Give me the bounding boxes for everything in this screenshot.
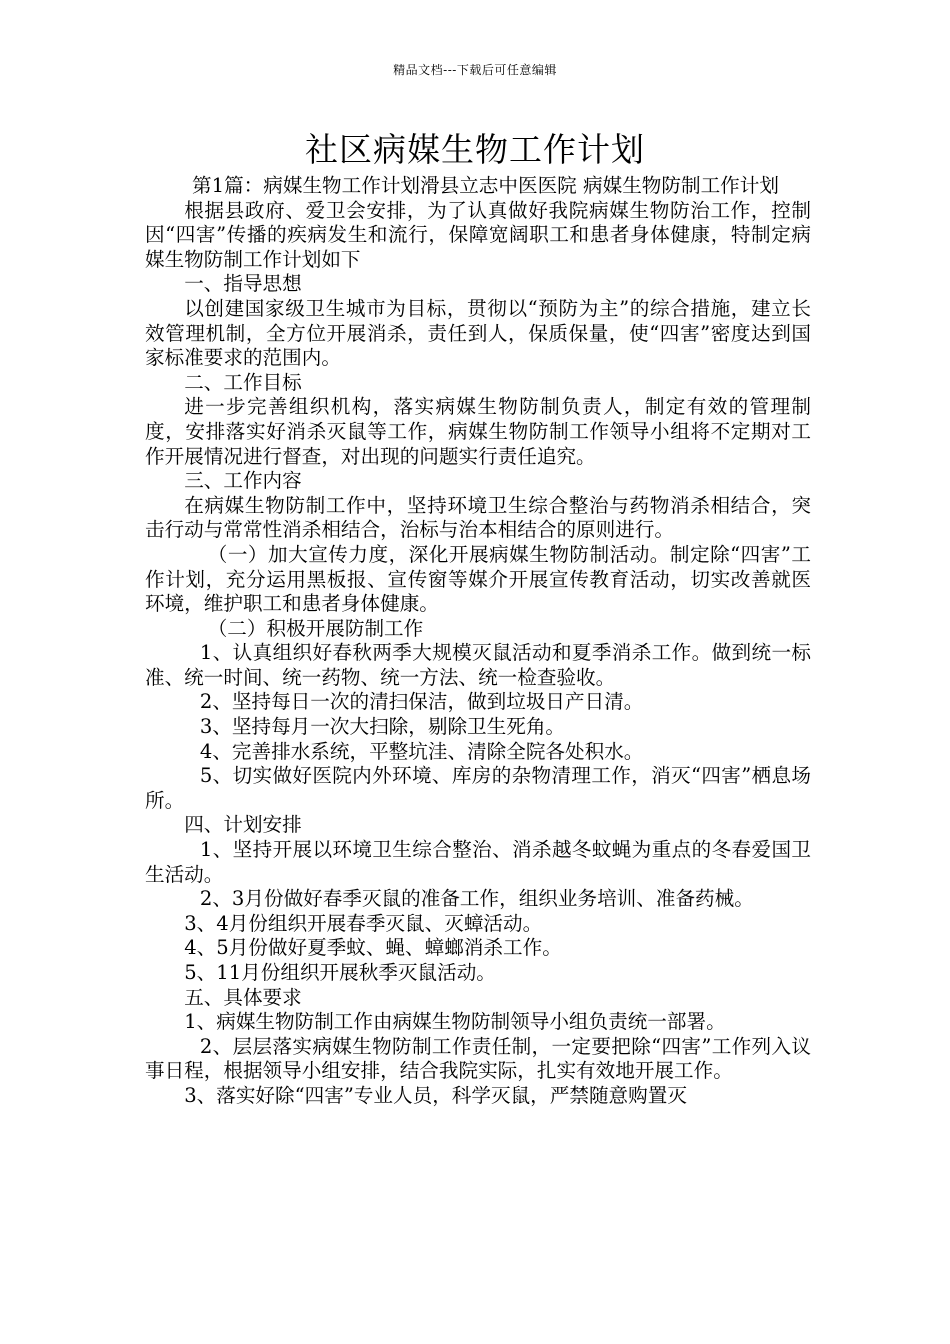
list-item: 5、11月份组织开展秋季灭鼠活动。 — [184, 961, 496, 984]
page-header-note: 精品文档---下载后可任意编辑 — [393, 63, 557, 77]
list-item: 1、坚持开展以环境卫生综合整治、消杀越冬蚊蝇为重点的冬春爱国卫生活动。 — [145, 838, 811, 886]
paragraph: （一）加大宣传力度，深化开展病媒生物防制活动。制定除“四害”工作计划，充分运用黑板报、宣传窗等媒介开展宣传教育活动，切实改善就医环境，维护职工和患者身体健康。 — [145, 542, 811, 616]
section-heading: 四、计划安排 — [184, 813, 302, 837]
section-heading: 二、工作目标 — [184, 370, 302, 394]
list-item: 2、3月份做好春季灭鼠的准备工作，组织业务培训、准备药械。 — [199, 887, 754, 911]
list-item: 3、4月份组织开展春季灭鼠、灭蟑活动。 — [184, 911, 543, 935]
section-heading: 五、具体要求 — [184, 985, 302, 1009]
document-title: 社区病媒生物工作计划 — [305, 130, 645, 169]
paragraph: 第1篇：病媒生物工作计划滑县立志中医医院 病媒生物防制工作计划 — [192, 174, 779, 197]
paragraph: 在病媒生物防制工作中，坚持环境卫生综合整治与药物消杀相结合，突击行动与常常性消杀相结合，治标与治本相结合的原则进行。 — [145, 493, 811, 542]
paragraph: 进一步完善组织机构，落实病媒生物防制负责人，制定有效的管理制度，安排落实好消杀灭鼠等工作，病媒生物防制工作领导小组将不定期对工作开展情况进行督查，对出现的问题实行责任追究。 — [145, 395, 811, 468]
section-heading: 一、指导思想 — [184, 272, 302, 296]
section-heading: 三、工作内容 — [184, 469, 302, 493]
list-item: 3、落实好除“四害”专业人员，科学灭鼠，严禁随意购置灭 — [184, 1083, 687, 1107]
list-item: 3、坚持每月一次大扫除，剔除卫生死角。 — [199, 715, 566, 739]
subsection-heading: （二）积极开展防制工作 — [207, 616, 424, 640]
list-item: 1、认真组织好春秋两季大规模灭鼠活动和夏季消杀工作。做到统一标准、统一时间、统一药物、统一方法、统一检查验收。 — [145, 641, 811, 689]
list-item: 5、切实做好医院内外环境、库房的杂物清理工作，消灭“四害”栖息场所。 — [145, 764, 811, 812]
paragraph: 以创建国家级卫生城市为目标，贯彻以“预防为主”的综合措施，建立长效管理机制，全方位开展消杀，责任到人，保质保量，使“四害”密度达到国家标准要求的范围内。 — [145, 296, 811, 370]
list-item: 4、5月份做好夏季蚊、蝇、蟑螂消杀工作。 — [184, 936, 562, 960]
list-item: 2、坚持每日一次的清扫保洁，做到垃圾日产日清。 — [199, 690, 644, 714]
list-item: 1、病媒生物防制工作由病媒生物防制领导小组负责统一部署。 — [184, 1010, 726, 1034]
paragraph: 根据县政府、爱卫会安排，为了认真做好我院病媒生物防治工作，控制因“四害”传播的疾病发生和流行，保障宽阔职工和患者身体健康，特制定病媒生物防制工作计划如下 — [145, 198, 811, 271]
document-body — [145, 174, 811, 1109]
list-item: 2、层层落实病媒生物防制工作责任制，一定要把除“四害”工作列入议事日程，根据领导小组安排，结合我院实际，扎实有效地开展工作。 — [145, 1034, 811, 1083]
list-item: 4、完善排水系统，平整坑洼、清除全院各处积水。 — [199, 739, 644, 763]
